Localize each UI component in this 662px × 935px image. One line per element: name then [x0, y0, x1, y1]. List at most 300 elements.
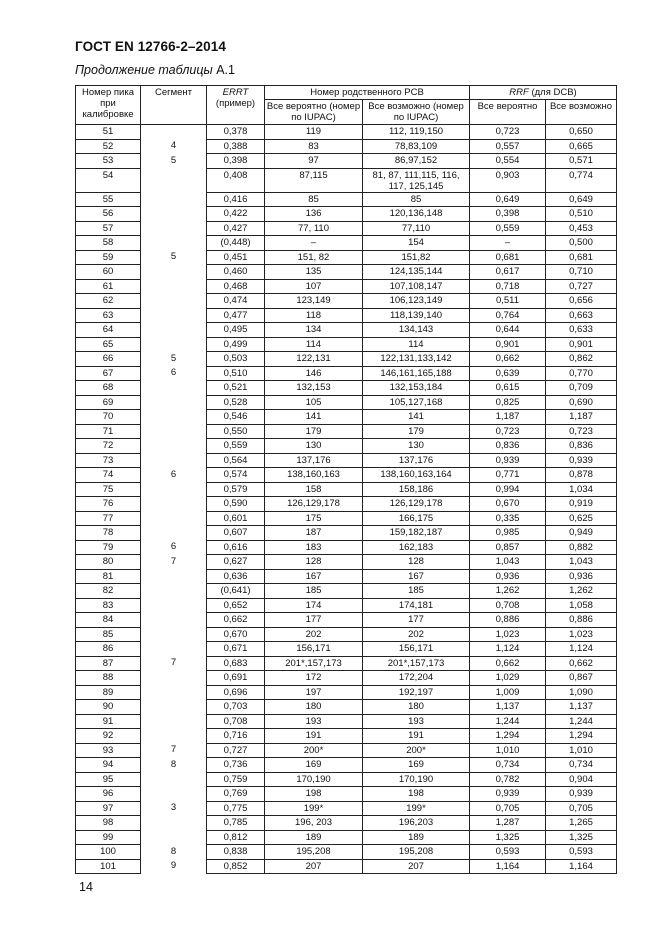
table-row — [76, 714, 617, 729]
cell-errt: 0,727 — [207, 743, 265, 758]
cell-segment: 6 — [141, 468, 207, 483]
cell-pcb-probable: 136 — [265, 207, 363, 222]
cell-peak: 69 — [76, 395, 141, 410]
cell-rrf-probable: 1,010 — [470, 743, 546, 758]
cell-segment — [141, 787, 207, 802]
cell-rrf-probable: 1,164 — [470, 859, 546, 874]
header-rrf-group — [470, 86, 617, 100]
table-row — [76, 168, 617, 192]
cell-peak: 97 — [76, 801, 141, 816]
cell-pcb-probable: 175 — [265, 511, 363, 526]
cell-rrf-possible: 1,043 — [546, 555, 617, 570]
cell-rrf-probable: 0,644 — [470, 323, 546, 338]
cell-peak: 59 — [76, 250, 141, 265]
cell-pcb-probable: 122,131 — [265, 352, 363, 367]
cell-pcb-possible: 138,160,163,164 — [363, 468, 470, 483]
cell-peak: 53 — [76, 154, 141, 169]
cell-errt: 0,662 — [207, 613, 265, 628]
cell-segment — [141, 279, 207, 294]
cell-rrf-possible: 1,124 — [546, 642, 617, 657]
cell-pcb-probable: 85 — [265, 192, 363, 207]
cell-pcb-possible: 159,182,187 — [363, 526, 470, 541]
cell-pcb-probable: 134 — [265, 323, 363, 338]
cell-pcb-possible: 189 — [363, 830, 470, 845]
cell-pcb-possible: 85 — [363, 192, 470, 207]
cell-pcb-probable: 141 — [265, 410, 363, 425]
cell-peak: 98 — [76, 816, 141, 831]
cell-pcb-possible: 126,129,178 — [363, 497, 470, 512]
cell-rrf-probable: 0,511 — [470, 294, 546, 309]
cell-pcb-possible: 124,135,144 — [363, 265, 470, 280]
cell-segment: 7 — [141, 555, 207, 570]
cell-errt: 0,627 — [207, 555, 265, 570]
cell-pcb-probable: 151, 82 — [265, 250, 363, 265]
cell-errt: 0,736 — [207, 758, 265, 773]
cell-rrf-probable: 1,023 — [470, 627, 546, 642]
cell-segment — [141, 395, 207, 410]
table-row — [76, 424, 617, 439]
cell-peak: 87 — [76, 656, 141, 671]
table-row — [76, 700, 617, 715]
cell-pcb-possible: 158,186 — [363, 482, 470, 497]
header-peak: Номер пика при калибровке — [76, 86, 141, 125]
table-row — [76, 250, 617, 265]
cell-pcb-possible: 180 — [363, 700, 470, 715]
cell-pcb-possible: 179 — [363, 424, 470, 439]
cell-pcb-probable: 128 — [265, 555, 363, 570]
cell-peak: 66 — [76, 352, 141, 367]
cell-pcb-probable: 201*,157,173 — [265, 656, 363, 671]
table-row — [76, 787, 617, 802]
cell-errt: 0,703 — [207, 700, 265, 715]
cell-pcb-probable: 132,153 — [265, 381, 363, 396]
cell-errt: 0,559 — [207, 439, 265, 454]
cell-pcb-possible: 201*,157,173 — [363, 656, 470, 671]
cell-errt: 0,495 — [207, 323, 265, 338]
cell-rrf-possible: 1,187 — [546, 410, 617, 425]
cell-rrf-possible: 0,886 — [546, 613, 617, 628]
cell-pcb-possible: 177 — [363, 613, 470, 628]
cell-segment — [141, 671, 207, 686]
cell-pcb-probable: 119 — [265, 125, 363, 140]
cell-peak: 61 — [76, 279, 141, 294]
cell-rrf-possible: 0,633 — [546, 323, 617, 338]
cell-pcb-possible: 130 — [363, 439, 470, 454]
cell-segment: 6 — [141, 366, 207, 381]
cell-pcb-probable: 200* — [265, 743, 363, 758]
cell-peak: 82 — [76, 584, 141, 599]
cell-rrf-probable: 0,617 — [470, 265, 546, 280]
cell-rrf-possible: 1,325 — [546, 830, 617, 845]
cell-pcb-probable: 174 — [265, 598, 363, 613]
cell-rrf-probable: 0,557 — [470, 139, 546, 154]
cell-pcb-possible: 78,83,109 — [363, 139, 470, 154]
cell-segment — [141, 381, 207, 396]
cell-rrf-probable: 0,398 — [470, 207, 546, 222]
cell-errt: 0,691 — [207, 671, 265, 686]
table-row — [76, 125, 617, 140]
cell-pcb-probable: 156,171 — [265, 642, 363, 657]
cell-errt: 0,477 — [207, 308, 265, 323]
cell-rrf-probable: 0,764 — [470, 308, 546, 323]
cell-pcb-probable: 177 — [265, 613, 363, 628]
cell-peak: 65 — [76, 337, 141, 352]
cell-errt: 0,546 — [207, 410, 265, 425]
cell-pcb-probable: 185 — [265, 584, 363, 599]
cell-errt: 0,460 — [207, 265, 265, 280]
cell-errt: 0,378 — [207, 125, 265, 140]
cell-rrf-possible: 0,710 — [546, 265, 617, 280]
cell-peak: 96 — [76, 787, 141, 802]
cell-peak: 75 — [76, 482, 141, 497]
cell-pcb-possible: 174,181 — [363, 598, 470, 613]
cell-rrf-probable: – — [470, 236, 546, 251]
cell-pcb-probable: 198 — [265, 787, 363, 802]
cell-rrf-possible: 1,294 — [546, 729, 617, 744]
cell-pcb-probable: 167 — [265, 569, 363, 584]
cell-pcb-probable: 191 — [265, 729, 363, 744]
cell-segment — [141, 424, 207, 439]
cell-peak: 56 — [76, 207, 141, 222]
cell-rrf-possible: 0,650 — [546, 125, 617, 140]
cell-peak: 74 — [76, 468, 141, 483]
cell-errt: 0,579 — [207, 482, 265, 497]
table-row — [76, 207, 617, 222]
table-row — [76, 526, 617, 541]
cell-pcb-possible: 198 — [363, 787, 470, 802]
cell-rrf-possible: 0,734 — [546, 758, 617, 773]
cell-pcb-probable: 97 — [265, 154, 363, 169]
cell-pcb-probable: – — [265, 236, 363, 251]
cell-pcb-probable: 118 — [265, 308, 363, 323]
calibration-table — [75, 85, 617, 874]
cell-rrf-possible: 0,878 — [546, 468, 617, 483]
cell-rrf-probable: 0,662 — [470, 352, 546, 367]
cell-rrf-possible: 1,010 — [546, 743, 617, 758]
header-errt-sub: (пример) — [215, 98, 256, 109]
cell-rrf-probable: 0,718 — [470, 279, 546, 294]
cell-pcb-probable: 196, 203 — [265, 816, 363, 831]
cell-rrf-possible: 0,571 — [546, 154, 617, 169]
cell-peak: 54 — [76, 168, 141, 192]
cell-pcb-possible: 151,82 — [363, 250, 470, 265]
cell-rrf-possible: 0,723 — [546, 424, 617, 439]
cell-rrf-possible: 0,593 — [546, 845, 617, 860]
cell-pcb-possible: 207 — [363, 859, 470, 874]
cell-segment — [141, 337, 207, 352]
cell-pcb-possible: 154 — [363, 236, 470, 251]
cell-rrf-probable: 0,593 — [470, 845, 546, 860]
cell-pcb-possible: 196,203 — [363, 816, 470, 831]
cell-errt: 0,775 — [207, 801, 265, 816]
cell-segment: 8 — [141, 845, 207, 860]
cell-segment — [141, 642, 207, 657]
cell-errt: 0,683 — [207, 656, 265, 671]
cell-rrf-probable: 0,825 — [470, 395, 546, 410]
cell-pcb-probable: 158 — [265, 482, 363, 497]
cell-segment — [141, 410, 207, 425]
cell-rrf-probable: 1,043 — [470, 555, 546, 570]
cell-errt: 0,422 — [207, 207, 265, 222]
cell-segment — [141, 265, 207, 280]
cell-errt: 0,636 — [207, 569, 265, 584]
cell-segment — [141, 497, 207, 512]
cell-pcb-possible: 132,153,184 — [363, 381, 470, 396]
cell-rrf-possible: 0,901 — [546, 337, 617, 352]
cell-rrf-probable: 0,554 — [470, 154, 546, 169]
cell-segment — [141, 627, 207, 642]
cell-rrf-possible: 1,023 — [546, 627, 617, 642]
cell-rrf-possible: 0,867 — [546, 671, 617, 686]
cell-pcb-probable: 137,176 — [265, 453, 363, 468]
cell-rrf-probable: 1,262 — [470, 584, 546, 599]
table-body — [76, 125, 617, 874]
cell-segment: 4 — [141, 139, 207, 154]
table-row — [76, 642, 617, 657]
cell-rrf-possible: 0,727 — [546, 279, 617, 294]
cell-errt: 0,769 — [207, 787, 265, 802]
cell-errt: 0,499 — [207, 337, 265, 352]
header-pcb-probable: Все вероятно (номер по IUPAC) — [265, 100, 363, 125]
cell-segment: 9 — [141, 859, 207, 874]
cell-rrf-possible: 1,265 — [546, 816, 617, 831]
cell-errt: 0,716 — [207, 729, 265, 744]
cell-pcb-possible: 172,204 — [363, 671, 470, 686]
cell-rrf-probable: 1,124 — [470, 642, 546, 657]
cell-errt: 0,416 — [207, 192, 265, 207]
cell-rrf-possible: 0,625 — [546, 511, 617, 526]
cell-segment — [141, 729, 207, 744]
cell-rrf-probable: 0,639 — [470, 366, 546, 381]
cell-errt: 0,550 — [207, 424, 265, 439]
cell-rrf-possible: 0,500 — [546, 236, 617, 251]
cell-peak: 81 — [76, 569, 141, 584]
header-rrf-sub: (для DCB) — [528, 87, 577, 98]
cell-peak: 58 — [76, 236, 141, 251]
cell-rrf-probable: 0,705 — [470, 801, 546, 816]
cell-rrf-possible: 0,656 — [546, 294, 617, 309]
cell-errt: 0,759 — [207, 772, 265, 787]
cell-errt: 0,708 — [207, 714, 265, 729]
cell-pcb-probable: 187 — [265, 526, 363, 541]
caption-table-number: A.1 — [212, 63, 235, 77]
cell-segment — [141, 772, 207, 787]
cell-pcb-probable: 138,160,163 — [265, 468, 363, 483]
header-rrf-label: RRF — [509, 87, 529, 98]
cell-segment — [141, 584, 207, 599]
table-row — [76, 830, 617, 845]
cell-rrf-probable: 1,009 — [470, 685, 546, 700]
table-row — [76, 236, 617, 251]
cell-errt: 0,528 — [207, 395, 265, 410]
cell-errt: 0,564 — [207, 453, 265, 468]
cell-segment — [141, 511, 207, 526]
cell-pcb-probable: 77, 110 — [265, 221, 363, 236]
cell-segment — [141, 308, 207, 323]
cell-pcb-probable: 170,190 — [265, 772, 363, 787]
cell-segment — [141, 453, 207, 468]
table-row — [76, 482, 617, 497]
table-row — [76, 816, 617, 831]
cell-errt: 0,696 — [207, 685, 265, 700]
cell-peak: 83 — [76, 598, 141, 613]
cell-pcb-possible: 141 — [363, 410, 470, 425]
cell-rrf-possible: 0,882 — [546, 540, 617, 555]
cell-errt: 0,785 — [207, 816, 265, 831]
cell-rrf-probable: 0,936 — [470, 569, 546, 584]
cell-peak: 77 — [76, 511, 141, 526]
cell-pcb-probable: 207 — [265, 859, 363, 874]
cell-pcb-possible: 106,123,149 — [363, 294, 470, 309]
cell-rrf-probable: 0,939 — [470, 787, 546, 802]
cell-pcb-probable: 123,149 — [265, 294, 363, 309]
cell-rrf-possible: 1,034 — [546, 482, 617, 497]
table-row — [76, 584, 617, 599]
cell-errt: 0,652 — [207, 598, 265, 613]
table-row — [76, 337, 617, 352]
cell-errt: 0,671 — [207, 642, 265, 657]
cell-rrf-probable: 0,903 — [470, 168, 546, 192]
cell-errt: 0,521 — [207, 381, 265, 396]
table-row — [76, 511, 617, 526]
table-row — [76, 265, 617, 280]
cell-pcb-possible: 114 — [363, 337, 470, 352]
header-rrf-possible: Все возможно — [546, 100, 617, 125]
cell-peak: 79 — [76, 540, 141, 555]
cell-peak: 91 — [76, 714, 141, 729]
cell-segment — [141, 714, 207, 729]
table-row — [76, 569, 617, 584]
cell-rrf-probable: 0,559 — [470, 221, 546, 236]
cell-pcb-possible: 86,97,152 — [363, 154, 470, 169]
table-row — [76, 859, 617, 874]
cell-pcb-probable: 199* — [265, 801, 363, 816]
cell-pcb-possible: 170,190 — [363, 772, 470, 787]
cell-segment — [141, 526, 207, 541]
table-row — [76, 366, 617, 381]
cell-rrf-possible: 0,939 — [546, 787, 617, 802]
cell-rrf-possible: 1,137 — [546, 700, 617, 715]
cell-pcb-probable: 169 — [265, 758, 363, 773]
cell-peak: 84 — [76, 613, 141, 628]
table-row — [76, 308, 617, 323]
table-row — [76, 743, 617, 758]
cell-segment: 8 — [141, 758, 207, 773]
cell-errt: 0,398 — [207, 154, 265, 169]
cell-rrf-probable: 0,857 — [470, 540, 546, 555]
cell-peak: 76 — [76, 497, 141, 512]
cell-rrf-possible: 0,904 — [546, 772, 617, 787]
cell-peak: 80 — [76, 555, 141, 570]
table-row — [76, 685, 617, 700]
cell-pcb-possible: 112, 119,150 — [363, 125, 470, 140]
cell-peak: 86 — [76, 642, 141, 657]
cell-pcb-possible: 195,208 — [363, 845, 470, 860]
cell-errt: 0,503 — [207, 352, 265, 367]
cell-peak: 100 — [76, 845, 141, 860]
cell-rrf-probable: 1,137 — [470, 700, 546, 715]
cell-peak: 85 — [76, 627, 141, 642]
cell-errt: (0,641) — [207, 584, 265, 599]
table-row — [76, 279, 617, 294]
cell-rrf-probable: 0,723 — [470, 424, 546, 439]
cell-peak: 90 — [76, 700, 141, 715]
cell-rrf-possible: 1,090 — [546, 685, 617, 700]
cell-pcb-probable: 179 — [265, 424, 363, 439]
cell-errt: 0,510 — [207, 366, 265, 381]
cell-peak: 67 — [76, 366, 141, 381]
cell-pcb-possible: 156,171 — [363, 642, 470, 657]
cell-segment — [141, 221, 207, 236]
cell-peak: 101 — [76, 859, 141, 874]
cell-pcb-possible: 118,139,140 — [363, 308, 470, 323]
cell-pcb-probable: 189 — [265, 830, 363, 845]
cell-peak: 92 — [76, 729, 141, 744]
table-row — [76, 439, 617, 454]
cell-pcb-probable: 172 — [265, 671, 363, 686]
cell-rrf-probable: 1,244 — [470, 714, 546, 729]
cell-peak: 78 — [76, 526, 141, 541]
cell-peak: 55 — [76, 192, 141, 207]
cell-rrf-possible: 0,709 — [546, 381, 617, 396]
cell-rrf-possible: 0,862 — [546, 352, 617, 367]
cell-segment — [141, 816, 207, 831]
cell-pcb-possible: 107,108,147 — [363, 279, 470, 294]
cell-pcb-probable: 197 — [265, 685, 363, 700]
cell-segment — [141, 613, 207, 628]
cell-peak: 63 — [76, 308, 141, 323]
cell-pcb-probable: 107 — [265, 279, 363, 294]
cell-pcb-possible: 193 — [363, 714, 470, 729]
table-row — [76, 772, 617, 787]
cell-peak: 70 — [76, 410, 141, 425]
cell-rrf-possible: 0,690 — [546, 395, 617, 410]
cell-rrf-probable: 0,708 — [470, 598, 546, 613]
cell-peak: 52 — [76, 139, 141, 154]
cell-pcb-probable: 114 — [265, 337, 363, 352]
cell-rrf-probable: 0,994 — [470, 482, 546, 497]
caption-italic: Продолжение таблицы — [75, 63, 213, 77]
cell-peak: 64 — [76, 323, 141, 338]
cell-segment — [141, 168, 207, 192]
cell-rrf-probable: 0,662 — [470, 656, 546, 671]
cell-rrf-possible: 0,665 — [546, 139, 617, 154]
cell-rrf-possible: 0,510 — [546, 207, 617, 222]
table-row — [76, 410, 617, 425]
cell-segment: 5 — [141, 154, 207, 169]
cell-segment — [141, 439, 207, 454]
cell-rrf-probable: 0,985 — [470, 526, 546, 541]
cell-peak: 93 — [76, 743, 141, 758]
cell-errt: 0,408 — [207, 168, 265, 192]
cell-segment: 7 — [141, 656, 207, 671]
header-pcb-group: Номер родственного PCB — [265, 86, 470, 100]
cell-pcb-probable: 202 — [265, 627, 363, 642]
cell-errt: 0,468 — [207, 279, 265, 294]
table-row — [76, 656, 617, 671]
table-row — [76, 453, 617, 468]
cell-peak: 60 — [76, 265, 141, 280]
cell-pcb-possible: 166,175 — [363, 511, 470, 526]
cell-peak: 95 — [76, 772, 141, 787]
cell-rrf-possible: 0,705 — [546, 801, 617, 816]
cell-rrf-probable: 0,649 — [470, 192, 546, 207]
cell-rrf-probable: 0,901 — [470, 337, 546, 352]
cell-segment: 5 — [141, 352, 207, 367]
cell-pcb-probable: 195,208 — [265, 845, 363, 860]
cell-errt: 0,812 — [207, 830, 265, 845]
cell-pcb-possible: 185 — [363, 584, 470, 599]
